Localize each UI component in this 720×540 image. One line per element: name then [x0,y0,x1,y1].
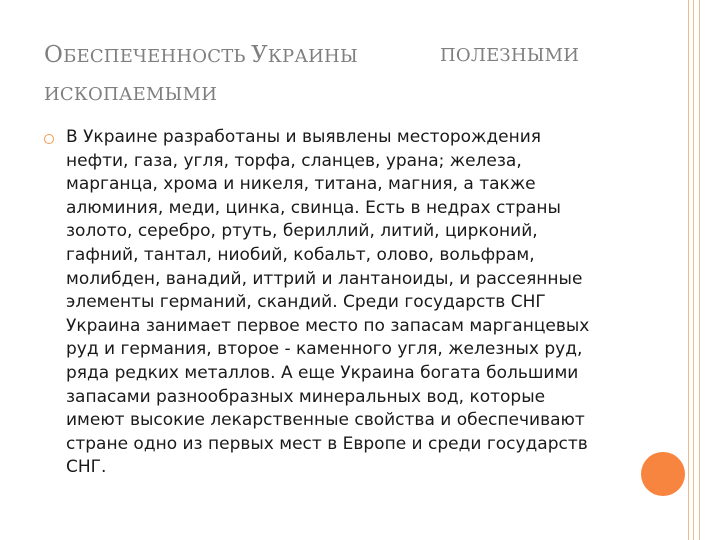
body-line: алюминия, меди, цинка, свинца. Есть в недрах страны [66,197,561,218]
body-line: ряда редких металлов. А еще Украина богата большими [66,362,579,383]
title-line-2: ИСКОПАЕМЫМИ [44,84,218,105]
slide-title [44,42,644,105]
body-line: стране одно из первых мест в Европе и среди государств [66,433,588,454]
frame-line-middle [693,0,694,540]
body-line: нефти, газа, угля, торфа, сланцев, урана; железа, [66,150,522,171]
body-line: запасами разнообразных минеральных вод, которые [66,386,546,407]
body-line: золото, серебро, ртуть, бериллий, литий, цирконий, [66,221,538,242]
frame-line-left [688,0,689,540]
body-line: Украина занимает первое место по запасам марганцевых [66,315,590,336]
body-line: гафний, тантал, ниобий, кобальт, олово, вольфрам, [66,244,535,265]
title-line-1 [44,42,644,78]
body-line: В Украине разработаны и выявлены месторождения [66,127,541,147]
body-line: марганца, хрома и никеля, титана, магния, а также [66,174,536,195]
body-line: элементы германий, скандий. Среди государств СНГ [66,292,546,313]
body-line: СНГ. [66,457,107,478]
decorative-circle [641,452,685,496]
body-line: имеют высокие лекарственные свойства и обеспечивают [66,410,585,431]
body-line: руд и германия, второе - каменного угля, железных руд, [66,339,583,360]
title-part-2: ПОЛЕЗНЫМИ [440,45,580,66]
title-part-1: ОБЕСПЕЧЕННОСТЬ УКРАИНЫ [44,42,358,68]
bullet-icon [44,134,54,144]
frame-line-right [699,0,700,540]
body-line: молибден, ванадий, иттрий и лантаноиды, и рассеянные [66,268,583,289]
body-paragraph [66,126,626,480]
